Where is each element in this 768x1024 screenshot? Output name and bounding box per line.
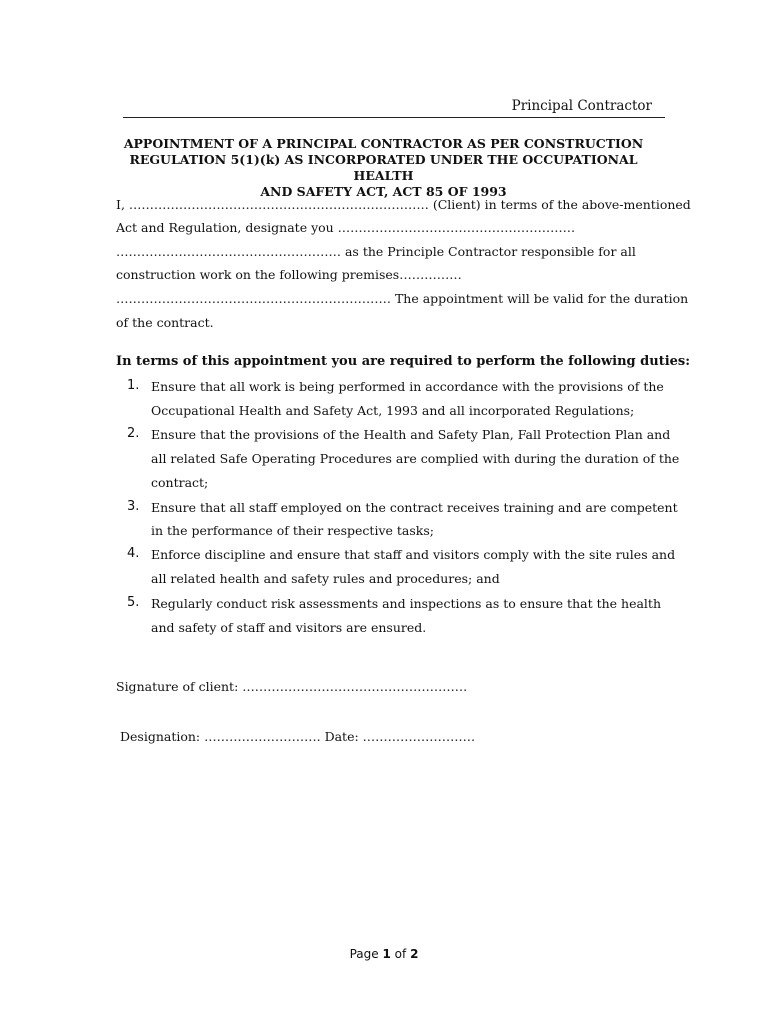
list-item-line: Ensure that the provisions of the Health and Safety Plan, Fall Protection Plan and (151, 427, 671, 442)
list-item-line: Ensure that all work is being performed in accordance with the provisions of the (151, 379, 664, 394)
page-total: 2 (410, 947, 419, 961)
list-number: 5. (127, 595, 140, 610)
list-item-line: Regularly conduct risk assessments and inspections as to ensure that the health (151, 596, 661, 611)
list-number: 3. (127, 499, 140, 514)
intro-line: construction work on the following premises…………… (116, 267, 462, 282)
title-line: REGULATION 5(1)(k) AS INCORPORATED UNDER THE OCCUPATIONAL HEALTH (129, 152, 638, 183)
duties-heading: In terms of this appointment you are required to perform the following duties: (116, 354, 691, 369)
signature-line: Signature of client: ……………………………………………… (116, 679, 468, 694)
list-item-line: and safety of staff and visitors are ensured. (151, 620, 427, 635)
list-item-line: all related health and safety rules and procedures; and (151, 571, 500, 586)
list-item-line: Occupational Health and Safety Act, 1993 and all incorporated Regulations; (151, 403, 635, 418)
list-number: 4. (127, 546, 140, 561)
title-line: APPOINTMENT OF A PRINCIPAL CONTRACTOR AS PER CONSTRUCTION (123, 136, 644, 151)
list-number: 2. (127, 426, 140, 441)
list-number: 1. (127, 378, 140, 393)
intro-line: of the contract. (116, 315, 214, 330)
list-item-line: all related Safe Operating Procedures are complied with during the duration of the (151, 451, 680, 466)
list-item-line: Enforce discipline and ensure that staff and visitors comply with the site rules and (151, 547, 676, 562)
intro-line: ………………………………………………………… The appointment will be valid for the duration (116, 291, 689, 306)
list-item-line: contract; (151, 475, 209, 490)
title-line: AND SAFETY ACT, ACT 85 OF 1993 (260, 184, 507, 199)
list-item-line: Ensure that all staff employed on the contract receives training and are competent (151, 500, 678, 515)
intro-line: I, ……………………………………………………………… (Client) in terms of the above-mentioned (116, 197, 691, 212)
page-label: Page (349, 947, 379, 961)
page-number (0, 947, 768, 961)
intro-line: ……………………………………………… as the Principle Contractor responsible for all (116, 244, 636, 259)
header-label: Principal Contractor (511, 98, 652, 114)
header-divider (123, 117, 665, 118)
page-of: of (394, 947, 407, 961)
document-title (116, 136, 651, 200)
intro-line: Act and Regulation, designate you ………………………………………………… (116, 220, 576, 235)
designation-date-line: Designation: ………………………. Date: ……………………… (120, 729, 476, 744)
list-item-line: in the performance of their respective tasks; (151, 523, 434, 538)
page-current: 1 (382, 947, 391, 961)
